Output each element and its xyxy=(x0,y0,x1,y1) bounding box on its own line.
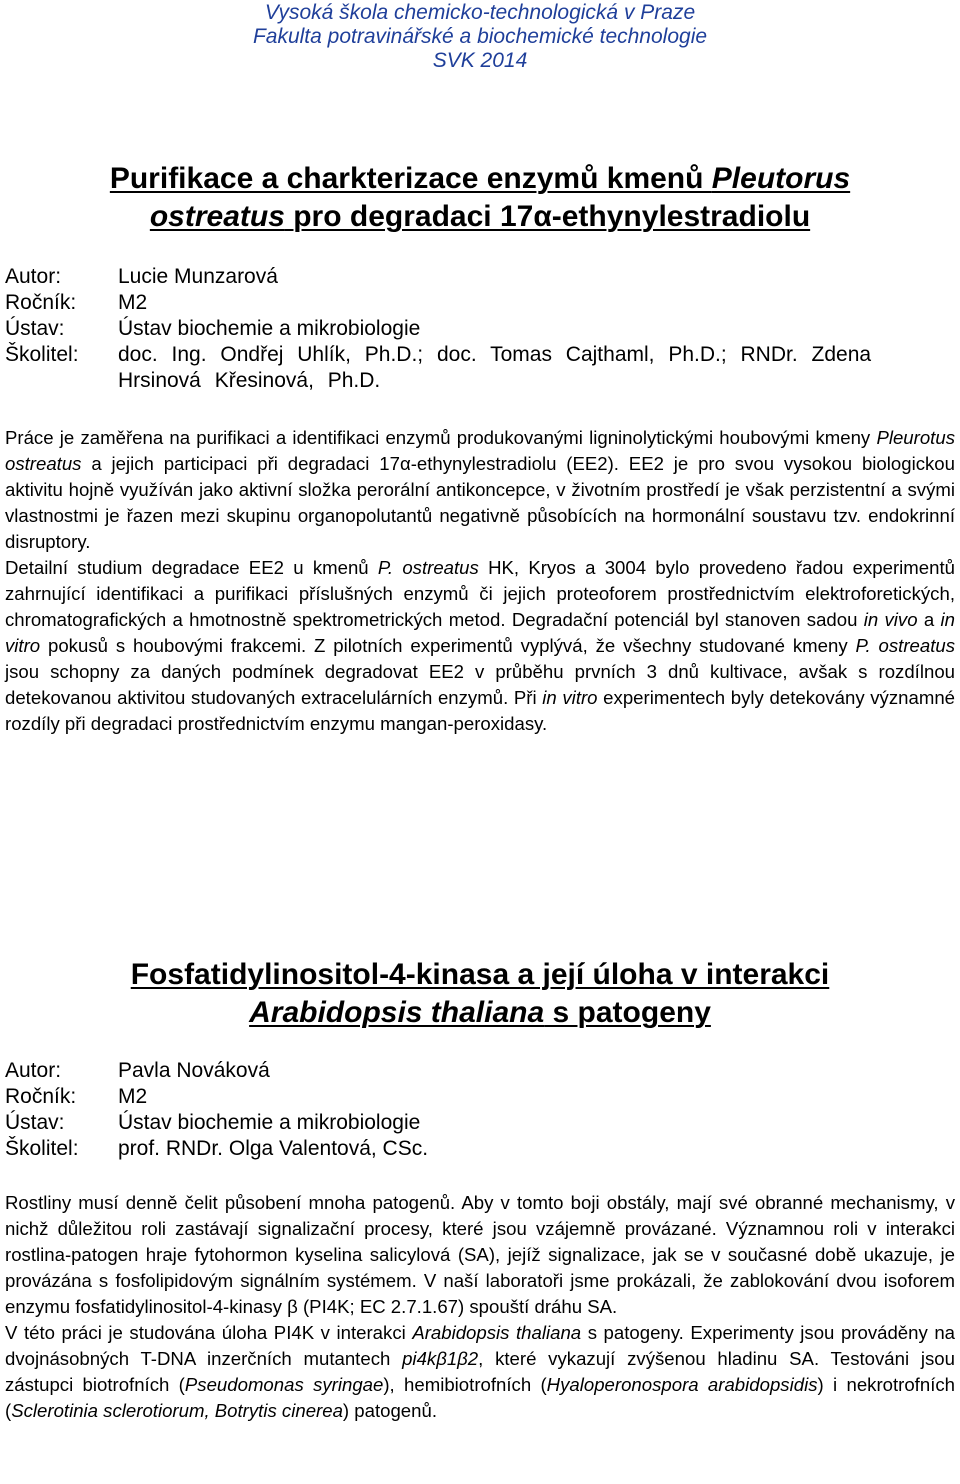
article1-meta xyxy=(5,264,955,394)
article2-institute: Ústav biochemie a mikrobiologie xyxy=(118,1111,421,1134)
article1-title: Purifikace a charkterizace enzymů kmenů Pleutorus ostreatus pro degradaci 17α-ethynylestradiolu xyxy=(109,162,851,233)
article1-paragraph-2: Detailní studium degradace EE2 u kmenů P. ostreatus HK, Kryos a 3004 bylo provedeno řadou experimentů zahrnující identifikaci a purifikaci příslušných enzymů či jejich proteoforem prostřednictvím elektroforetických, chromatografických a hmotnostně spektrometrických metod. Degradační potenciál byl stanoven sadou in vivo a in vitro pokusů s houbovými frakcemi. Z pilotních experimentů vyplývá, že všechny studované kmeny P. ostreatus jsou schopny za daných podmínek degradovat EE2 v průběhu prvních 3 dnů kultivace, avšak s rozdílnou detekovanou aktivitou studovaných extracelulárních enzymů. Při in vitro experimentech byly detekovány významné rozdíly při degradaci prostřednictvím enzymu mangan-peroxidasy. xyxy=(5,557,956,734)
article1-year: M2 xyxy=(118,291,148,314)
article2-author-row: Autor: Pavla Nováková xyxy=(5,1058,955,1084)
article2-paragraph-2: V této práci je studována úloha PI4K v interakci Arabidopsis thaliana s patogeny. Experimenty jsou prováděny na dvojnásobných T-DNA inzerčních mutantech pi4kβ1β2, které vykazují zvýšenou hladinu SA. Testováni jsou zástupci biotrofních (Pseudomonas syringae), hemibiotrofních (Hyaloperonospora arabidopsidis) i nekrotrofních (Sclerotinia sclerotiorum, Botrytis cinerea) patogenů. xyxy=(5,1322,956,1421)
article1-institute: Ústav biochemie a mikrobiologie xyxy=(118,317,421,340)
article1-supervisor-row: Školitel: doc. Ing. Ondřej Uhlík, Ph.D.; doc. Tomas Cajthaml, Ph.D.; RNDr. Zdena Hrsinová Křesinová, Ph.D. xyxy=(5,342,955,394)
article2-year: M2 xyxy=(118,1085,148,1108)
article1-supervisor: doc. Ing. Ondřej Uhlík, Ph.D.; doc. Tomas Cajthaml, Ph.D.; RNDr. Zdena Hrsinová Křesinová, Ph.D. xyxy=(118,343,872,392)
header-conference: SVK 2014 xyxy=(432,49,528,72)
article2-abstract xyxy=(5,1190,955,1424)
article2-paragraph-1: Rostliny musí denně čelit působení mnoha patogenů. Aby v tomto boji obstály, mají své obranné mechanismy, v nichž důležitou roli zastávají signalizační procesy, které jsou vzájemně provázané. Významnou roli v interakci rostlina-patogen hraje fytohormon kyselina salicylová (SA), jejíž signalizace, jak se v současné době ukazuje, je provázána s fosfolipidovým signálním systémem. V naší laboratoři jsme prokázali, že zablokování dvou isoforem enzymu fosfatidylinositol-4-kinasy β (PI4K; EC 2.7.1.67) spouští dráhu SA. xyxy=(5,1192,955,1317)
article1-institute-row: Ústav: Ústav biochemie a mikrobiologie xyxy=(5,316,955,342)
article1-year-row: Ročník: M2 xyxy=(5,290,955,316)
article2-year-row: Ročník: M2 xyxy=(5,1084,955,1110)
header-university: Vysoká škola chemicko-technologická v Praze xyxy=(264,1,696,24)
article1-paragraph-1: Práce je zaměřena na purifikaci a identifikaci enzymů produkovanými ligninolytickými houbovými kmeny Pleurotus ostreatus a jejich participaci při degradaci 17α-ethynylestradiolu (EE2). EE2 je pro svou vysokou biologickou aktivitu hojně využíván jako aktivní složka perorální antikoncepce, v životním prostředí je však perzistentní a svými vlastnostmi je řazen mezi skupinu organopolutantů negativně působících na hormonální soustavu tzv. endokrinní disruptory. xyxy=(5,427,955,552)
article2-supervisor-row: Školitel: prof. RNDr. Olga Valentová, CSc. xyxy=(5,1136,955,1162)
article2-institute-row: Ústav: Ústav biochemie a mikrobiologie xyxy=(5,1110,955,1136)
article2-supervisor: prof. RNDr. Olga Valentová, CSc. xyxy=(118,1137,429,1160)
article1-author-row: Autor: Lucie Munzarová xyxy=(5,264,955,290)
article2-title: Fosfatidylinositol-4-kinasa a její úloha v interakci Arabidopsis thaliana s patogeny xyxy=(130,958,830,1029)
header-faculty: Fakulta potravinářské a biochemické technologie xyxy=(252,25,708,48)
article1-abstract xyxy=(5,425,955,737)
article2-author: Pavla Nováková xyxy=(118,1059,270,1082)
article2-meta xyxy=(5,1058,955,1162)
article1-author: Lucie Munzarová xyxy=(118,265,278,288)
document-header xyxy=(0,0,960,73)
